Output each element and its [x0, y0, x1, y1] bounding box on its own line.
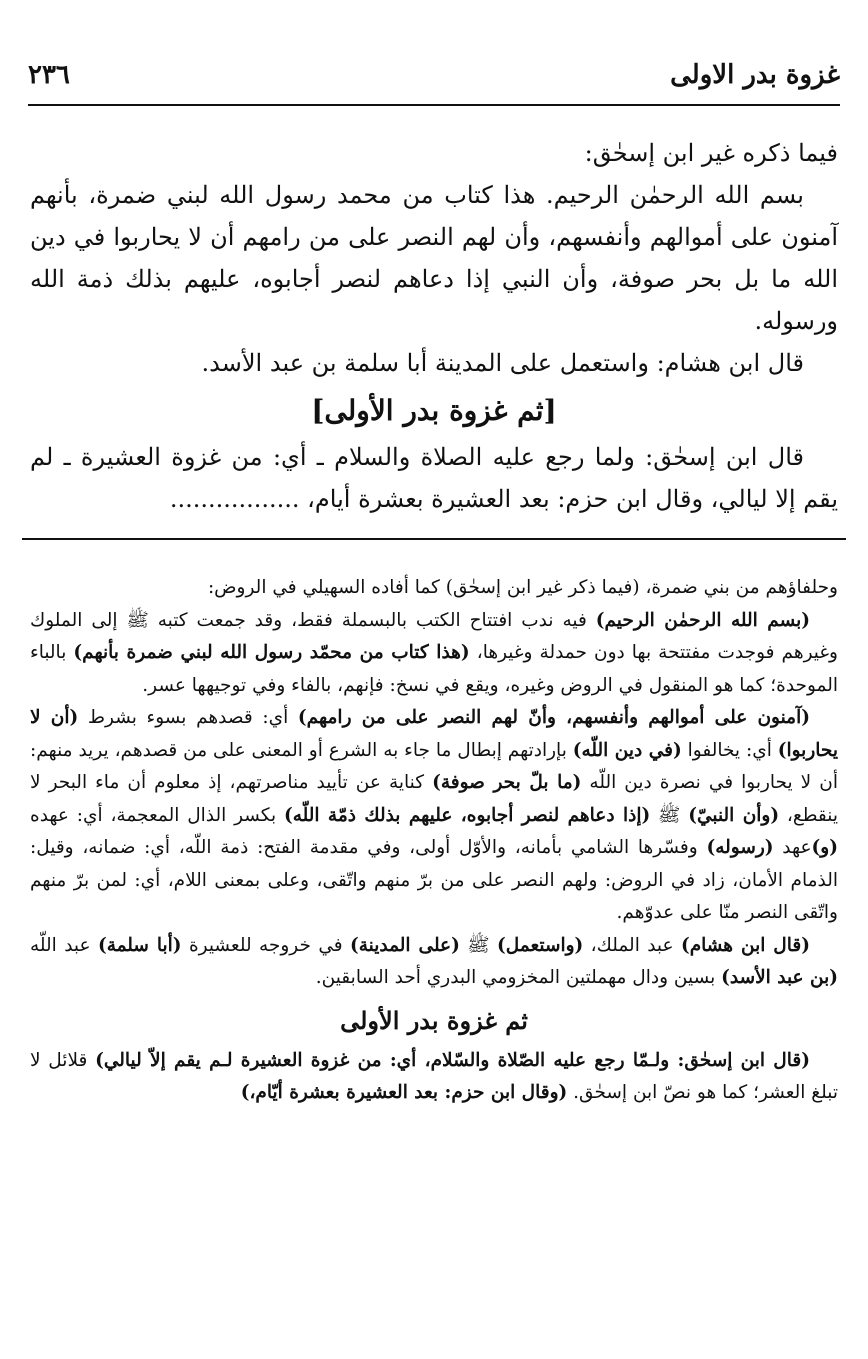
bold-quote: (في دين اللّه) [572, 739, 682, 761]
commentary-paragraph-3 [30, 702, 838, 930]
page-number: ٢٣٦ [28, 60, 70, 90]
ellipsis-dots: ................. [169, 485, 300, 513]
bold-quote: (هذا كتاب من محمّد رسول الله لبني ضمرة بأنهم) [73, 642, 470, 663]
commentary-paragraph-2 [30, 605, 838, 703]
commentary-text: ﷺ [459, 934, 497, 956]
commentary-text: ﷺ [650, 804, 689, 826]
commentary-text: أي: قصدهم بسوء بشرط [78, 707, 298, 728]
commentary-text: عبد الملك، [583, 934, 681, 956]
main-text [30, 132, 838, 520]
commentary-text: بإرادتهم إبطال ما جاء به الشرع أو المعنى على من قصدهم، يريد منهم: أن لا يحاربوا في نصرة دين اللّه [30, 739, 838, 793]
letter-paragraph: بسم الله الرحمٰن الرحيم. هذا كتاب من محمد رسول الله لبني ضمرة، بأنهم آمنون على أموالهم وأنفسهم، وأن لهم النصر على من رامهم أن لا يحاربوا في دين الله ما بل بحر صوفة، وأن النبي إذا دعاهم لنصر أجابوه، عليهم بذلك ذمة الله ورسوله. [30, 181, 838, 335]
commentary-heading: ثم غزوة بدر الأولى [340, 1005, 528, 1035]
ibn-ishaq-paragraph [30, 436, 838, 520]
bold-quote: (ما بلّ بحر صوفة) [432, 772, 582, 793]
bold-quote: (قال ابن هشام) [680, 934, 810, 956]
commentary-text: قلائل لا تبلغ العشر؛ كما هو نصّ ابن إسحٰق. [30, 1049, 838, 1103]
footnote-divider [22, 538, 846, 540]
commentary-paragraph-1: وحلفاؤهم من بني ضمرة، (فيما ذكر غير ابن إسحٰق) كما أفاده السهيلي في الروض: [207, 577, 838, 598]
commentary-text: بالباء الموحدة؛ كما هو المنقول في الروض وغيره، ويقع في نسخ: فإنهم، بالفاء وفي توجيهها عسر. [30, 642, 838, 696]
commentary-paragraph-4 [30, 930, 838, 995]
bold-quote: (بسم الله الرحمٰن الرحيم) [595, 609, 810, 631]
commentary-text: في خروجه للعشيرة [181, 934, 350, 956]
bold-quote: (واستعمل) [496, 934, 584, 956]
bold-quote: (أن لا يحاربوا) [30, 707, 838, 761]
bold-quote: (رسوله) [706, 837, 774, 858]
commentary-text: عهد [773, 837, 812, 858]
bold-quote: (أبا سلمة) [97, 934, 182, 956]
running-title: غزوة بدر الاولى [670, 60, 840, 90]
bold-quote: (وأن النبيّ) [688, 804, 780, 826]
running-header [28, 56, 840, 106]
bold-quote: (و) [811, 837, 838, 858]
commentary-text: وفسّرها الشامي بأمانه، والأوّل أولى، وفي مقدمة الفتح: ذمة اللّه، أي: ضمانه، وقيل: الذمام الأمان، زاد في الروض: ولهم النصر على من برّ منهم واتّقى، وعلى بمعنى اللام، أي: لمن برّ منهم واتّقى النصر منّا على عدوّهم. [30, 837, 838, 923]
bold-quote: (على المدينة) [349, 934, 460, 956]
commentary-text: كناية عن تأييد مناصرتهم، إذ معلوم أن ماء البحر لا ينقطع، [30, 772, 839, 826]
commentary-text: أي: يخالفوا [681, 739, 778, 761]
ibn-hisham-paragraph: قال ابن هشام: واستعمل على المدينة أبا سلمة بن عبد الأسد. [201, 349, 804, 377]
commentary-text: بسين ودال مهملتين المخزومي البدري أحد السابقين. [315, 967, 722, 988]
bold-quote: (وقال ابن حزم: بعد العشيرة بعشرة أيّام،) [240, 1082, 568, 1103]
commentary-text: بكسر الذال المعجمة، أي: عهده [30, 804, 284, 826]
commentary [30, 572, 838, 1110]
section-heading: [ثم غزوة بدر الأولى] [311, 394, 557, 427]
bold-quote: (آمنون على أموالهم وأنفسهم، وأنّ لهم النصر على من رامهم) [297, 707, 810, 728]
commentary-paragraph-5 [30, 1045, 838, 1110]
bold-quote: (بن عبد الأسد) [721, 967, 838, 988]
commentary-text: عبد اللّه [30, 934, 98, 956]
bold-quote: (إذا دعاهم لنصر أجابوه، عليهم بذلك ذمّة اللّه) [283, 804, 651, 826]
intro-line: فيما ذكره غير ابن إسحٰق: [584, 139, 838, 167]
ibn-ishaq-text: قال ابن إسحٰق: ولما رجع عليه الصلاة والسلام ـ أي: من غزوة العشيرة ـ لم يقم إلا ليالي، وقال ابن حزم: بعد العشيرة بعشرة أيام، [30, 443, 838, 513]
commentary-text: فيه ندب افتتاح الكتب بالبسملة فقط، وقد جمعت كتبه ﷺ إلى الملوك وغيرهم فوجدت مفتتحة بها دون حمدلة وغيرها، [30, 609, 838, 663]
bold-quote: (قال ابن إسحٰق: ولـمّا رجع عليه الصّلاة والسّلام، أي: من غزوة العشيرة لـم يقم إلاّ ليالي) [95, 1049, 810, 1071]
